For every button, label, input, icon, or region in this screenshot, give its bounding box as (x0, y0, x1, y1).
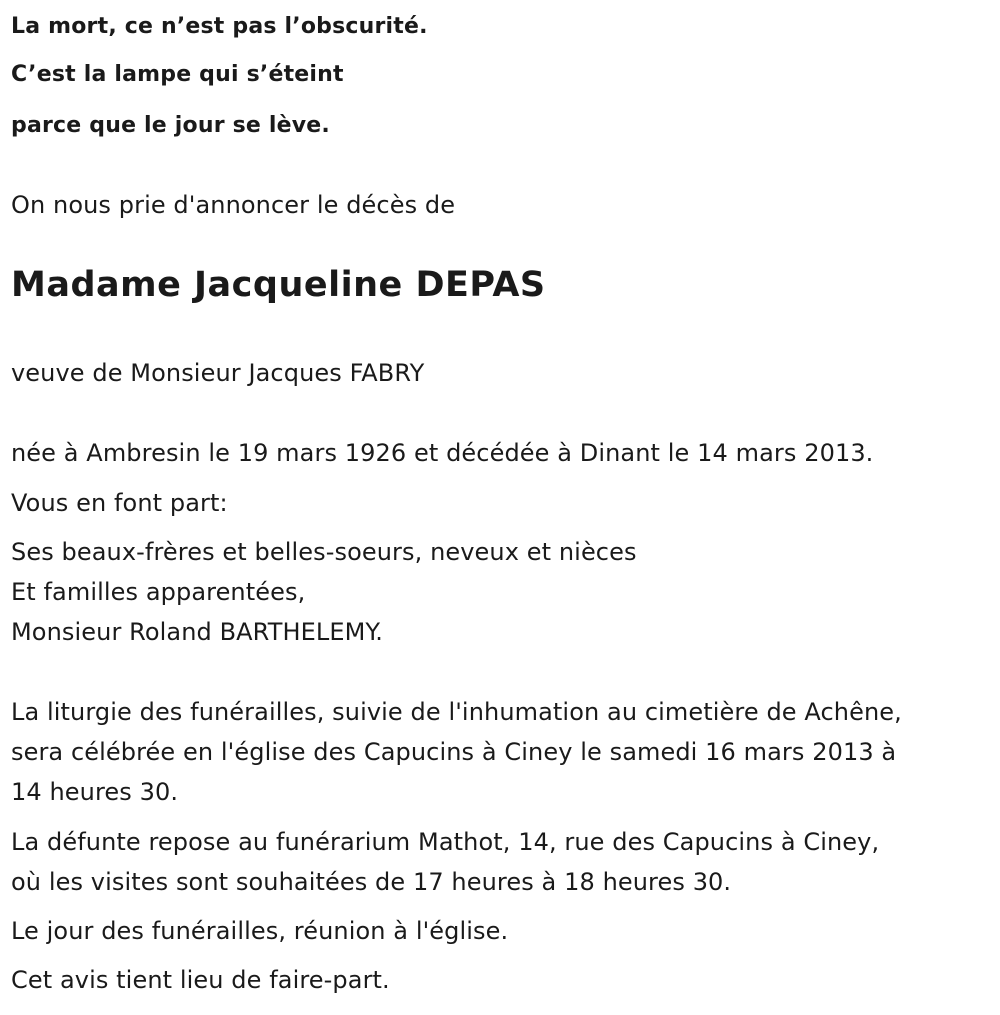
ceremony-line: La liturgie des funérailles, suivie de l'inhumation au cimetière de Achêne, (11, 698, 902, 726)
ceremony-line: 14 heures 30. (11, 778, 179, 806)
deceased-name: Madame Jacqueline DEPAS (11, 265, 546, 305)
family-line: Et familles apparentées, (11, 578, 306, 606)
spouse-line: veuve de Monsieur Jacques FABRY (11, 359, 425, 387)
funeral-day-line: Le jour des funérailles, réunion à l'église. (11, 917, 509, 945)
family-line: Ses beaux-frères et belles-soeurs, neveux et nièces (11, 538, 637, 566)
announcement-intro: On nous prie d'annoncer le décès de (11, 191, 456, 219)
birth-death-line: née à Ambresin le 19 mars 1926 et décédée à Dinant le 14 mars 2013. (11, 439, 874, 467)
quote-line-1: La mort, ce n’est pas l’obscurité. (11, 14, 428, 39)
ceremony-line: sera célébrée en l'église des Capucins à Ciney le samedi 16 mars 2013 à (11, 738, 897, 766)
quote-line-2: C’est la lampe qui s’éteint (11, 62, 344, 87)
visitation-line: où les visites sont souhaitées de 17 heures à 18 heures 30. (11, 868, 732, 896)
quote-line-3: parce que le jour se lève. (11, 113, 330, 138)
family-heading: Vous en font part: (11, 489, 228, 517)
visitation-line: La défunte repose au funérarium Mathot, 14, rue des Capucins à Ciney, (11, 828, 880, 856)
closing-line: Cet avis tient lieu de faire-part. (11, 966, 390, 994)
family-line: Monsieur Roland BARTHELEMY. (11, 618, 384, 646)
